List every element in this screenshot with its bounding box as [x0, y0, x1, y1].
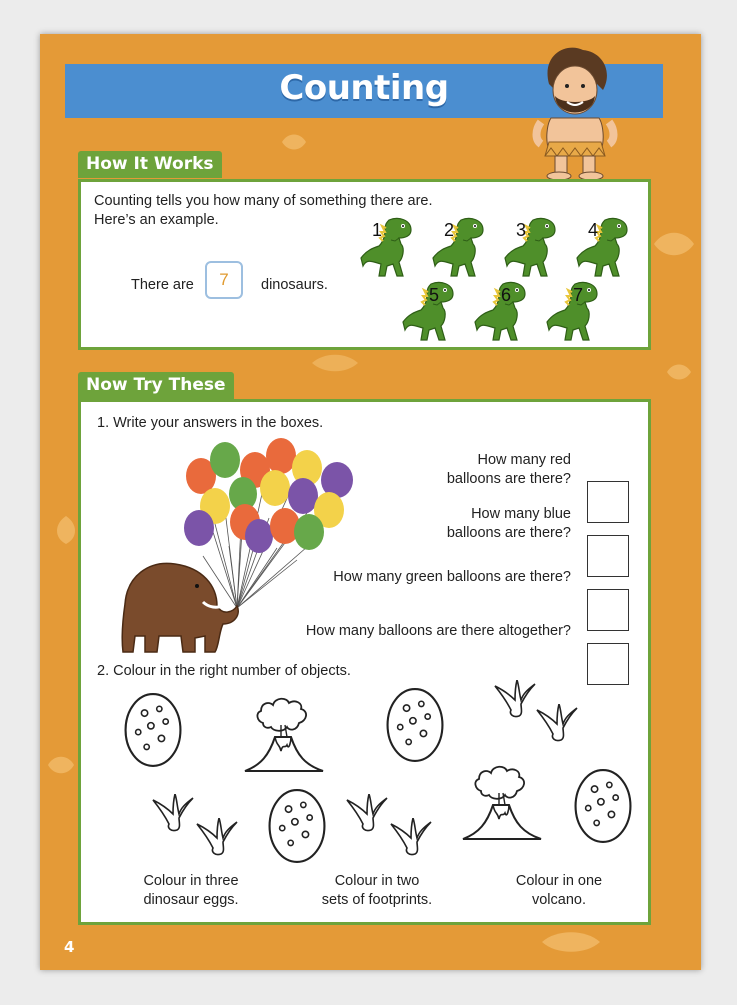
caption-line: volcano. — [531, 892, 586, 908]
question-line: How many red — [477, 452, 571, 468]
leaf-decoration-icon — [310, 352, 360, 374]
volcano-icon[interactable] — [241, 694, 327, 776]
intro-line-1: Counting tells you how many of something there are. — [94, 193, 433, 209]
question-1-instruction: 1. Write your answers in the boxes. — [97, 415, 324, 431]
leaf-decoration-icon — [540, 929, 602, 955]
caption-line: dinosaur eggs. — [143, 892, 239, 908]
dinosaur-icon — [575, 214, 631, 280]
dino-number: 3 — [516, 220, 527, 240]
how-it-works-tab: How It Works — [78, 151, 222, 178]
leaf-decoration-icon — [280, 132, 308, 152]
caption-line: sets of footprints. — [321, 892, 433, 908]
dino-number: 7 — [573, 285, 584, 305]
leaf-decoration-icon — [46, 754, 76, 776]
caption-line: Colour in three — [143, 873, 239, 889]
dinosaur-icon — [503, 214, 559, 280]
footprint-icon[interactable] — [343, 794, 391, 834]
dinosaur-egg-icon[interactable] — [573, 768, 633, 844]
volcano-icon[interactable] — [459, 762, 545, 844]
intro-line-2: Here’s an example. — [94, 212, 219, 228]
red-balloons-answer-box[interactable] — [587, 481, 629, 523]
question-line: balloons are there? — [446, 471, 571, 487]
page-title: Counting — [279, 68, 449, 108]
leaf-decoration-icon — [652, 229, 696, 259]
now-try-these-box — [78, 399, 651, 925]
footprint-icon[interactable] — [193, 818, 241, 858]
dino-number: 4 — [588, 220, 599, 240]
question-red-balloons — [411, 451, 571, 489]
caption-footprints — [297, 872, 457, 910]
leaf-decoration-icon — [665, 362, 693, 382]
dino-number: 6 — [501, 285, 512, 305]
question-2-instruction: 2. Colour in the right number of objects. — [97, 663, 351, 679]
how-it-works-box — [78, 179, 651, 350]
page-number: 4 — [64, 938, 75, 956]
question-line: How many blue — [471, 506, 571, 522]
caption-eggs — [121, 872, 261, 910]
dinosaur-icon — [359, 214, 415, 280]
example-sentence-start: There are — [131, 277, 194, 293]
caveman-icon — [527, 44, 623, 180]
question-line: balloons are there? — [446, 525, 571, 541]
blue-balloons-answer-box[interactable] — [587, 535, 629, 577]
footprint-icon[interactable] — [491, 680, 539, 720]
caption-line: Colour in two — [334, 873, 420, 889]
example-answer-box: 7 — [205, 261, 243, 299]
question-blue-balloons — [411, 505, 571, 543]
total-balloons-answer-box[interactable] — [587, 643, 629, 685]
caption-line: Colour in one — [515, 873, 603, 889]
caption-volcano — [489, 872, 629, 910]
dinosaur-egg-icon[interactable] — [385, 687, 445, 763]
green-balloons-answer-box[interactable] — [587, 589, 629, 631]
dinosaur-icon — [431, 214, 487, 280]
dinosaur-egg-icon[interactable] — [123, 692, 183, 768]
dino-number: 2 — [444, 220, 455, 240]
dino-number: 1 — [372, 220, 383, 240]
footprint-icon[interactable] — [149, 794, 197, 834]
now-try-these-tab: Now Try These — [78, 372, 234, 399]
dinosaur-egg-icon[interactable] — [267, 788, 327, 864]
example-sentence-end: dinosaurs. — [261, 277, 328, 293]
footprint-icon[interactable] — [387, 818, 435, 858]
worksheet-page — [40, 34, 701, 970]
question-green-balloons: How many green balloons are there? — [333, 569, 571, 585]
footprint-icon[interactable] — [533, 704, 581, 744]
leaf-decoration-icon — [54, 514, 78, 546]
question-total-balloons: How many balloons are there altogether? — [305, 623, 571, 639]
dino-number: 5 — [429, 285, 440, 305]
